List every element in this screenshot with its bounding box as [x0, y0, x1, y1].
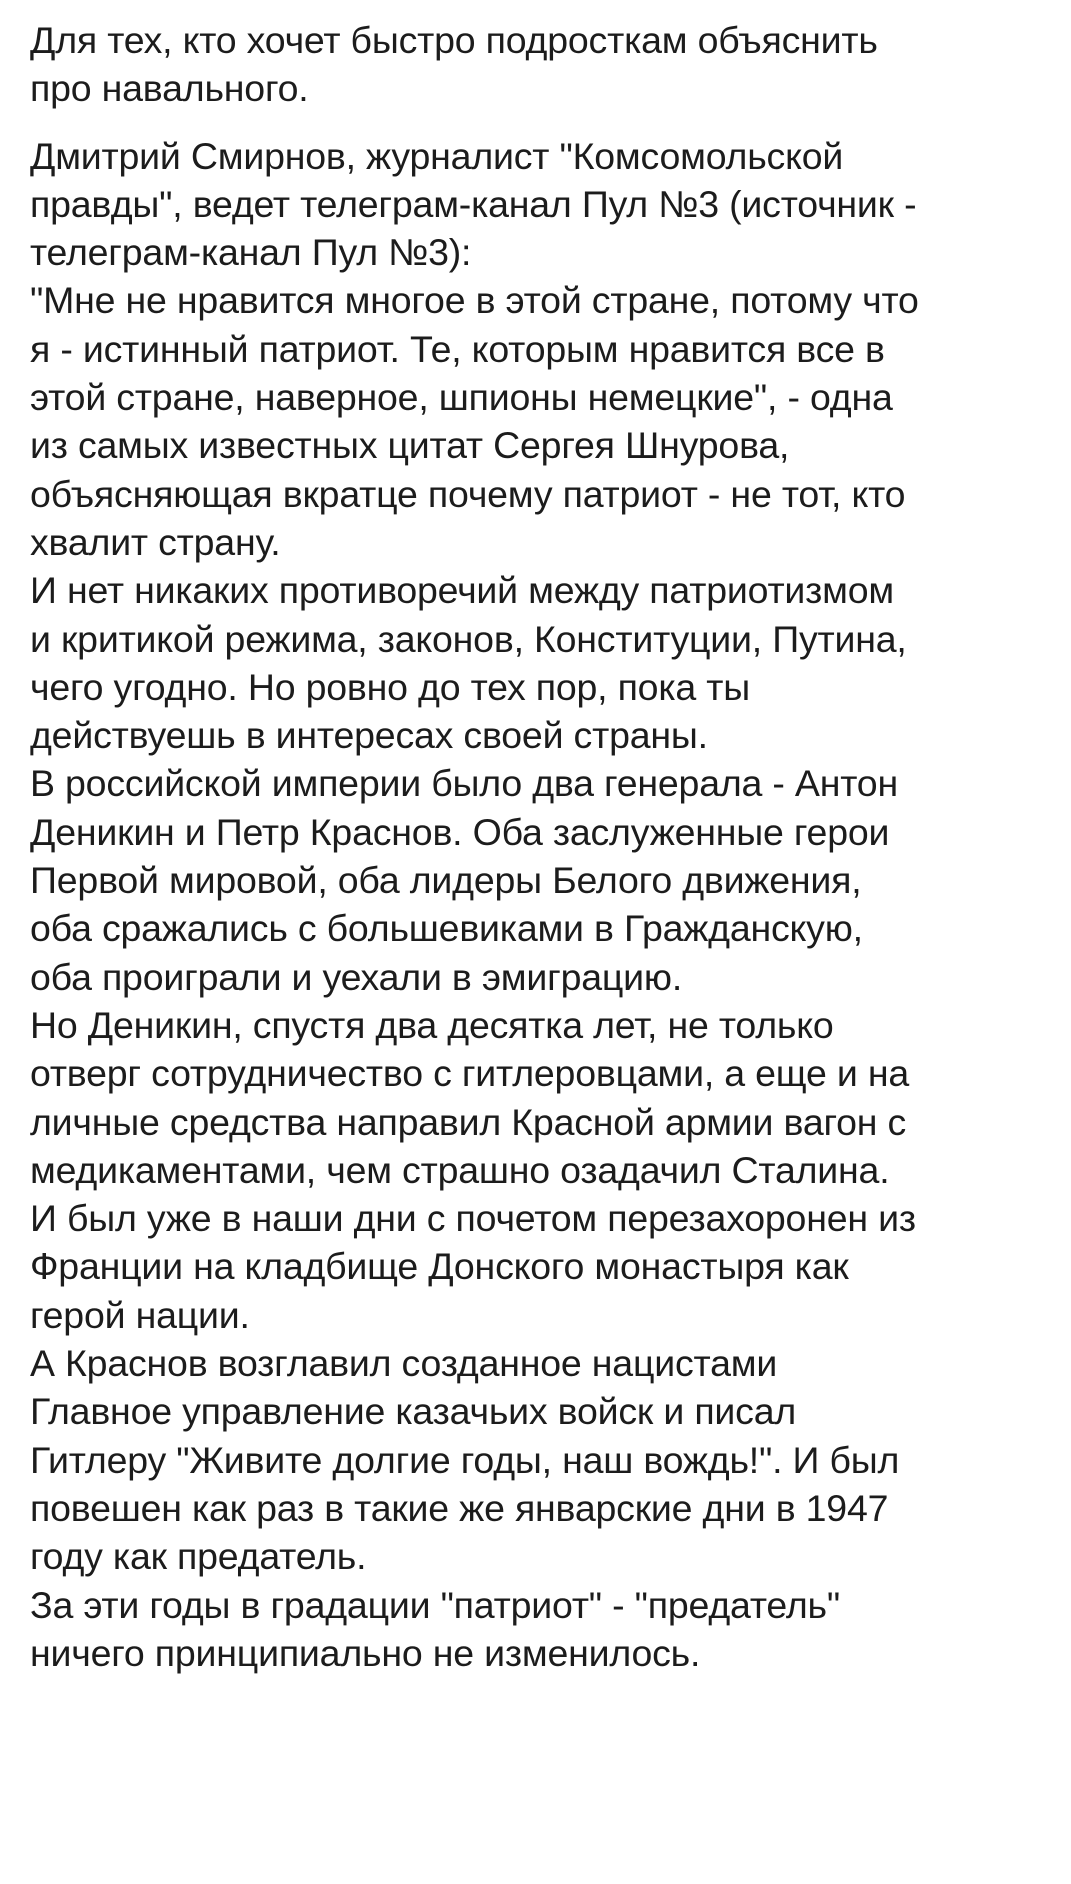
text-line: Для тех, кто хочет быстро подросткам объяснить: [30, 19, 878, 61]
text-line: герой нации.: [30, 1293, 250, 1336]
text-line: повешен как раз в такие же январские дни в 1947: [30, 1486, 889, 1529]
text-line: оба проиграли и уехали в эмиграцию.: [30, 955, 683, 998]
post-intro: [30, 16, 1050, 113]
text-line: хвалит страну.: [30, 520, 281, 563]
text-line: действуешь в интересах своей страны.: [30, 714, 708, 757]
text-line: этой стране, наверное, шпионы немецкие", - одна: [30, 376, 893, 419]
text-line: из самых известных цитат Сергея Шнурова,: [30, 424, 790, 467]
text-line: Дмитрий Смирнов, журналист "Комсомольской: [30, 134, 844, 177]
text-line: Первой мировой, оба лидеры Белого движения,: [30, 859, 862, 902]
post-body: [30, 132, 1050, 1678]
text-line: объясняющая вкратце почему патриот - не тот, кто: [30, 472, 906, 515]
text-line: правды", ведет телеграм-канал Пул №3 (источник -: [30, 182, 917, 225]
post-text: [30, 16, 1050, 1677]
text-line: телеграм-канал Пул №3):: [30, 231, 472, 274]
text-line: Гитлеру "Живите долгие годы, наш вождь!". И был: [30, 1438, 900, 1481]
text-line: и критикой режима, законов, Конституции, Путина,: [30, 617, 907, 660]
text-line: ничего принципиально не изменилось.: [30, 1631, 701, 1674]
text-line: Франции на кладбище Донского монастыря как: [30, 1245, 849, 1288]
text-line: медикаментами, чем страшно озадачил Сталина.: [30, 1148, 890, 1191]
text-line: Деникин и Петр Краснов. Оба заслуженные герои: [30, 810, 890, 853]
text-line: отверг сотрудничество с гитлеровцами, а еще и на: [30, 1052, 910, 1095]
text-line: В российской империи было два генерала - Антон: [30, 762, 898, 805]
text-line: И был уже в наши дни с почетом перезахоронен из: [30, 1197, 916, 1240]
text-line: году как предатель.: [30, 1535, 367, 1578]
text-line: чего угодно. Но ровно до тех пор, пока ты: [30, 665, 750, 708]
text-line: оба сражались с большевиками в Гражданскую,: [30, 907, 863, 950]
text-line: про навального.: [30, 67, 309, 110]
text-line: Главное управление казачьих войск и писал: [30, 1390, 797, 1433]
text-line: личные средства направил Красной армии вагон с: [30, 1100, 907, 1143]
text-line: А Краснов возглавил созданное нацистами: [30, 1342, 778, 1385]
text-line: я - истинный патриот. Те, которым нравится все в: [30, 327, 885, 370]
text-line: За эти годы в градации "патриот" - "предатель": [30, 1583, 840, 1626]
text-line: Но Деникин, спустя два десятка лет, не только: [30, 1003, 834, 1046]
text-line: И нет никаких противоречий между патриотизмом: [30, 569, 894, 612]
text-line: "Мне не нравится многое в этой стране, потому что: [30, 279, 919, 322]
